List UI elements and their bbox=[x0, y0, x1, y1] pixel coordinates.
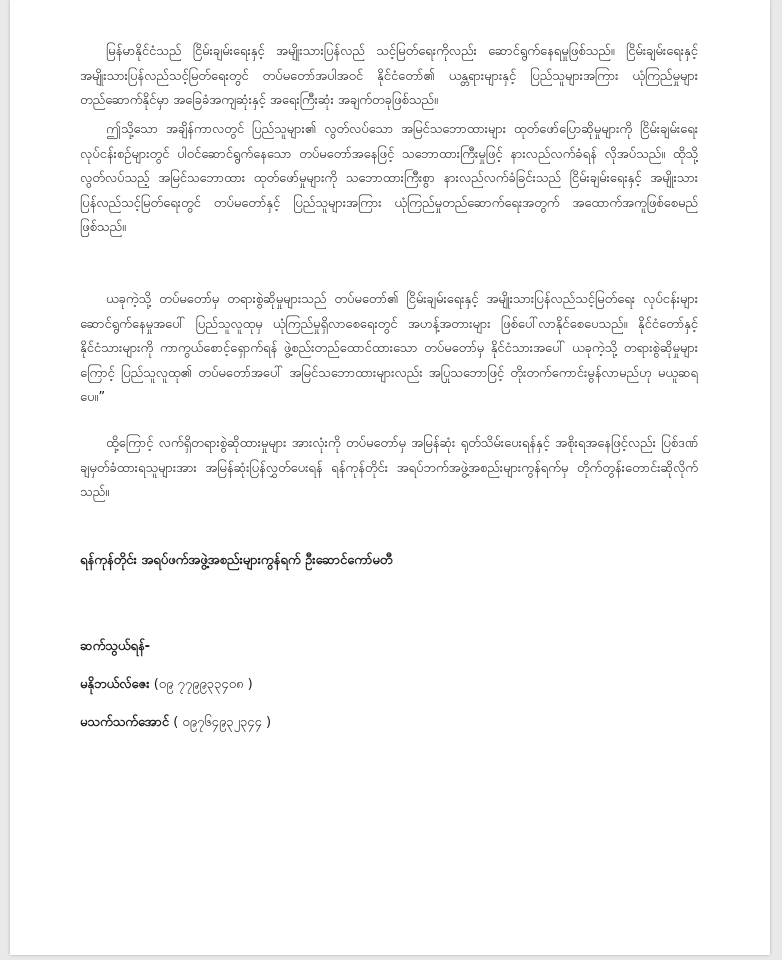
contact-row-1 bbox=[80, 676, 253, 695]
body-paragraph-2: ဤသို့သော အချိန်ကာလတွင် ပြည်သူများ၏ လွတ်လပ်သော အမြင်သဘောထားများ ထုတ်ဖော်ပြောဆိုမှုများကို ငြိမ်းချမ်းရေးလုပ်ငန်းစဉ်များတွင် ပါဝင်ဆောင်ရွက်နေသော တပ်မတော်အနေဖြင့် သဘောထားကြီးမှုဖြင့် နားလည်လက်ခံရန် လိုအပ်သည်။ ထိုသို့ လွတ်လပ်သည့် အမြင်သဘောထား ထုတ်ဖော်မှုများကို သဘောထားကြီးစွာ နားလည်လက်ခံခြင်းသည် ငြိမ်းချမ်းရေးနှင့် အမျိုးသားပြန်လည်သင့်မြတ်ရေးတွင် တပ်မတော်နှင့် ပြည်သူများအကြား ယုံကြည်မှုတည်ဆောက်ရေးအတွက် အထောက်အကူဖြစ်စေမည်ဖြစ်သည်။ bbox=[80, 122, 698, 235]
contact-row-2 bbox=[80, 714, 271, 733]
body-paragraph-3: ယခုကဲ့သို့ တပ်မတော်မှ တရားစွဲဆိုမှုများသည် တပ်မတော်၏ ငြိမ်းချမ်းရေးနှင့် အမျိုးသားပြန်လည်သင့်မြတ်ရေး လုပ်ငန်းများ ဆောင်ရွက်နေမှုအပေါ် ပြည်သူလူထုမှ ယုံကြည်မှုရှိလာစေရေးတွင် အဟန့်အတားများ ဖြစ်ပေါ်လာနိုင်စေပေသည်။ နိုင်ငံတော်နှင့် နိုင်ငံသားများကို ကာကွယ်စောင့်ရှောက်ရန် ဖွဲ့စည်းတည်ထောင်ထားသော တပ်မတော်မှ နိုင်ငံသားအပေါ် ယခုကဲ့သို့ တရားစွဲဆိုမှုများကြောင့် ပြည်သူလူထု၏ တပ်မတော်အပေါ် အမြင်သဘောထားများလည်း အပြုသဘောဖြင့် တိုးတက်ကောင်းမွန်လာမည်ဟု မယူဆရပေ။” bbox=[80, 292, 698, 405]
contact-name-1: မနိုဘယ်လ်ဇေး bbox=[80, 677, 150, 692]
document-page bbox=[10, 0, 770, 955]
contact-name-2: မသက်သက်အောင် bbox=[80, 715, 170, 730]
issuer-signature: ရန်ကုန်တိုင်း အရပ်ဖက်အဖွဲ့အစည်းများကွန်ရက် ဦးဆောင်ကော်မတီ bbox=[80, 553, 393, 568]
body-paragraph-4: ထို့ကြောင့် လက်ရှိတရားစွဲဆိုထားမှုများ အားလုံးကို တပ်မတော်မှ အမြန်ဆုံး ရုတ်သိမ်းပေးရန်နှင့် အစိုးရအနေဖြင့်လည်း ပြစ်ဒဏ်ချမှတ်ခံထားရသူများအား အမြန်ဆုံးပြန်လွှတ်ပေးရန် ရန်ကုန်တိုင်း အရပ်ဘက်အဖွဲ့အစည်းများကွန်ရက်မှ တိုက်တွန်းတောင်းဆိုလိုက်သည်။ bbox=[80, 436, 698, 500]
contact-heading: ဆက်သွယ်ရန်- bbox=[80, 639, 151, 654]
body-paragraph-1: မြန်မာနိုင်ငံသည် ငြိမ်းချမ်းရေးနှင့် အမျိုးသားပြန်လည် သင့်မြတ်ရေးကိုလည်း ဆောင်ရွက်နေရမှုဖြစ်သည်။ ငြိမ်းချမ်းရေးနှင့် အမျိုးသားပြန်လည်သင့်မြတ်ရေးတွင် တပ်မတော်အပါအဝင် နိုင်ငံတော်၏ ယန္တရားများနှင့် ပြည်သူများအကြား ယုံကြည်မှုများ တည်ဆောက်နိုင်မှာ အခြေခံအကျဆုံးနှင့် အရေးကြီးဆုံး အချက်တခုဖြစ်သည်။ bbox=[80, 44, 698, 108]
contact-phone-2: ( ၀၉၇၆၄၉၃၂၃၄၄ ) bbox=[173, 715, 272, 730]
contact-phone-1: (၀၉ ၇၇၉၉၃၃၄၀၈ ) bbox=[153, 677, 253, 692]
